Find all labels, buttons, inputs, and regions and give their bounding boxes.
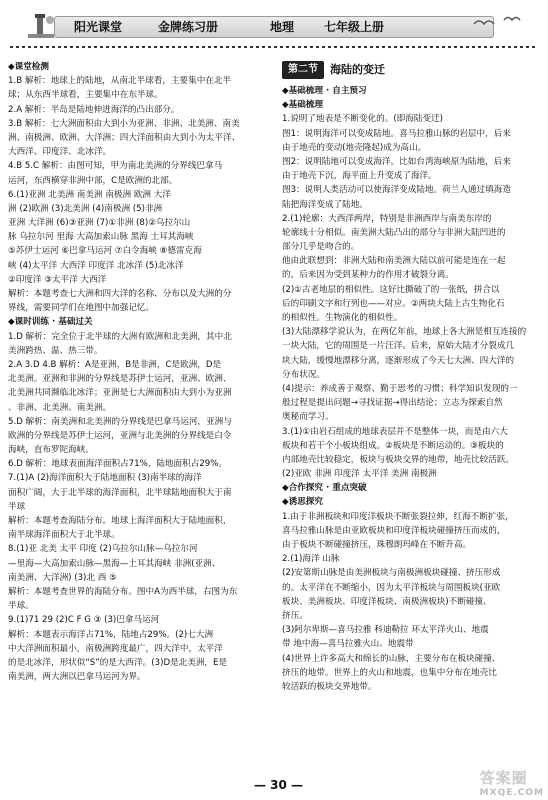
watermark-top: 答案圈	[479, 769, 528, 787]
text-line: 北美洲共同濒临北冰洋；亚洲是七大洲面积由大到小为亚洲	[8, 388, 232, 399]
text-line: 陆把海洋变成了陆地。	[282, 199, 368, 210]
lighthouse-logo-icon	[22, 10, 58, 40]
text-line: 的，后来因为受到某种力的作用才破裂分离。	[282, 270, 454, 281]
series-name: 金牌练习册	[158, 20, 219, 34]
text-line: (2)安第斯山脉是由美洲板块与南极洲板块碰撞、挤压形成	[282, 568, 501, 579]
text-line: 解析：本题表示海洋占71%，陆地占29%。(2)七大洲	[8, 629, 214, 640]
text-line: 4.B 5.C 解析：由图可知，甲为南北美洲的分界线巴拿马	[8, 161, 223, 172]
text-line: 由于板块不断碰撞挤压，珠穆朗玛峰在不断升高。	[282, 540, 472, 550]
text-line: 2.A 解析：半岛是陆地伸进海洋的凸出部分。	[8, 104, 180, 115]
birds-decoration-icon	[464, 12, 534, 32]
text-line: 奥秘而学习。	[282, 412, 334, 423]
text-line: 挤压的地带。世界上的火山和地震，也集中分布在地壳比	[282, 667, 497, 678]
text-line: 2.A 3.D 4.B 解析：A是亚洲，B是非洲，C是欧洲，D是	[8, 359, 222, 370]
grade-name: 七年级上册	[324, 20, 385, 34]
text-line: 6.D 解析：地球表面海洋面积占71%，陆地面积占29%。	[8, 459, 228, 470]
text-line: (4)世界上许多高大和绵长的山脉，主要分布在板块碰撞、	[282, 653, 501, 664]
text-line: (2)①古老地层的相似性。这好比撕破了的一张纸，拼合以	[282, 284, 500, 295]
text-line: (2)亚欧 非洲 印度洋 太平洋 美洲 南极洲	[282, 469, 437, 480]
brand-name: 阳光课堂	[74, 20, 123, 34]
header	[10, 6, 538, 52]
text-line: 欧洲的分界线是苏伊士运河，亚洲与北美洲的分界线是白令	[8, 430, 232, 441]
text-line: 面积广阔，大于北半球的海洋面积，北半球陆地面积大于南	[8, 487, 232, 498]
text-line: 的。太平洋在不断缩小，因为太平洋板块与周围板块(亚欧	[282, 582, 501, 593]
header-banner	[54, 16, 494, 38]
text-line: 南半球海洋面积大于北半球。	[8, 530, 120, 541]
text-line: 运河，东西横穿非洲中部，C是欧洲的北部。	[8, 175, 178, 186]
text-line: 带 地中海—喜马拉雅火山、地震带	[282, 639, 414, 650]
text-line: 挤压。	[282, 610, 308, 621]
lesson-title: 海陆的变迁	[330, 62, 385, 76]
section-heading: ◆基础梳理 · 自主预习	[282, 86, 367, 96]
text-line: ②印度洋 ③太平洋 大西洋	[8, 274, 107, 285]
text-line: 轮廓线十分相似。南美洲大陆凸出的部分与非洲大陆凹进的	[282, 227, 506, 238]
text-line: 解析：本题考查海陆分布。地球上海洋面积大于陆地面积，	[8, 516, 232, 526]
text-line: 由于地壳下沉，海平面上升变成了海洋。	[282, 171, 437, 182]
text-line: 解析：本题考查七大洲和四大洋的名称、分布以及大洲的分	[8, 289, 232, 299]
text-line: 洲 (2)欧洲 (3)北美洲 (4)南极洲 (5)非洲	[8, 203, 163, 214]
text-line: 部分几乎是吻合的。	[282, 242, 360, 253]
text-line: 5.D 解析：南美洲和北美洲的分界线是巴拿马运河，亚洲与	[8, 416, 232, 427]
text-line: 半球	[8, 501, 26, 512]
text-line: 后的印刷文字和行列也——对应。②两块大陆上古生物化石	[282, 298, 505, 309]
text-line: 、非洲、北美洲、南美洲。	[8, 402, 112, 413]
text-line: 峡 (4)太平洋 大西洋 印度洋 北冰洋 (5)北冰洋	[8, 260, 184, 271]
text-line: ⑤苏伊士运河 ⑥巴拿马运河 ⑦白令海峡 ⑧德雷克海	[8, 246, 202, 257]
text-line: 南美洲，两大洲以巴拿马运河为界。	[8, 672, 146, 683]
lesson-header	[282, 60, 538, 80]
text-line: 半球。	[8, 601, 34, 612]
text-line: 亚洲 大洋洲 (6)③亚洲 (7)①非洲 (8)②乌拉尔山	[8, 218, 191, 229]
text-line: 洲、南极洲、欧洲、大洋洲；四大洋面积由大到小为太平洋、	[8, 132, 241, 143]
text-line: 图2：说明陆地可以变成海洋。比如台湾海峡原为陆地，后来	[282, 156, 511, 167]
text-line: (4)提示：养成善于观察、勤于思考的习惯；科学知识发现的一	[282, 383, 518, 394]
answer-block-2	[8, 330, 262, 685]
text-line: (3)阿尔卑斯—喜马拉雅 科迪勒拉 环太平洋火山、地震	[282, 625, 489, 636]
text-line: 3.B 解析：七大洲面积由大到小为亚洲、非洲、北美洲、南美	[8, 118, 240, 129]
text-line: 7.(1)A (2)海洋面积大于陆地面积 (3)南半球的海洋	[8, 473, 202, 484]
header-divider	[10, 46, 538, 48]
text-line: 2.(1)海洋 山脉	[282, 554, 340, 565]
text-line: 1.B 解析：地球上的陆地，从南北半球看，主要集中在北半	[8, 76, 232, 87]
page-number: — 30 —	[254, 778, 304, 792]
text-line: 9.(1)71 29 (2)C F G ③ (3)巴拿马运河	[8, 615, 160, 626]
text-line: (3)大陆漂移学说认为，在两亿年前，地球上各大洲是相互连接的	[282, 327, 527, 338]
text-line: 板块、美洲板块、印度洋板块、南极洲板块)不断碰撞、	[282, 596, 492, 607]
text-line: 2.(1)轮廓：大西洋两岸，特别是非洲西岸与南美东岸的	[282, 213, 492, 224]
answer-block-1	[8, 74, 262, 315]
text-line: 1.D 解析：完全位于北半球的大洲有欧洲和北美洲，其中北	[8, 331, 232, 342]
text-line: 图1：说明海洋可以变成陆地。喜马拉雅山脉的岩层中，后来	[282, 128, 511, 139]
text-line: 6.(1)亚洲 北美洲 南美洲 南极洲 欧洲 大洋	[8, 189, 171, 200]
text-line: 一块大陆，它的周围是一片汪洋。后来，原始大陆才分裂成几	[282, 341, 515, 352]
text-line: 块大陆，缓慢地漂移分离，逐渐形成了今天七大洲、四大洋的	[282, 355, 515, 366]
section-heading: ◆课堂检测	[8, 62, 49, 72]
text-line: 球；从东西半球看，主要集中在东半球。	[8, 90, 163, 101]
text-line: 图3：说明人类活动可以使海洋变成陆地。荷兰人通过填海造	[282, 185, 511, 196]
text-line: 南美洲、大洋洲) (3)北 西 ⑤	[8, 572, 117, 583]
right-column	[282, 60, 538, 694]
lesson-tag: 第二节	[282, 61, 324, 79]
text-line: 1.说明了地表是不断变化的。(即海陆变迁)	[282, 114, 443, 125]
watermark-logo	[480, 767, 544, 798]
left-column	[8, 60, 262, 684]
text-line: 喜马拉雅山脉是由亚欧板块和印度洋板块碰撞挤压而成的，	[282, 525, 506, 536]
text-line: 界线，需要同学们在地图中加强记忆。	[8, 303, 155, 314]
answer-block-3	[282, 112, 538, 481]
text-line: 解析：本题考查世界的海陆分布。图中A为西半球，右图为东	[8, 586, 238, 597]
text-line: 较活跃的板块交界地带。	[282, 681, 377, 692]
watermark-bottom: MXQE.COM	[479, 788, 544, 798]
sub-heading: ◆诱思探究	[282, 497, 323, 508]
section-heading: ◆课时训练 · 基础过关	[8, 317, 93, 328]
text-line: 中大洋洲面积最小，南极洲跨度最广，四大洋中，太平洋	[8, 643, 223, 654]
text-line: —里海—大高加索山脉—黑海—土耳其海峡 非洲(亚洲、	[8, 558, 221, 569]
text-line: 美洲跨热、温、热三带。	[8, 345, 103, 356]
answer-block-4	[282, 510, 538, 694]
text-line: 由于地壳的变动(地壳隆起)成为高山。	[282, 142, 427, 153]
text-line: 北美洲。亚洲和非洲的分界线是苏伊士运河，亚洲、欧洲、	[8, 374, 232, 385]
text-line: 的是北冰洋，形状似“S”的是大西洋。(3)D是北美洲，E是	[8, 657, 228, 668]
text-line: 内部地壳比较稳定，板块与板块交界的地带，地壳比较活跃。	[282, 454, 515, 465]
sub-heading: ◆基础梳理	[282, 100, 323, 111]
subject-name: 地理	[270, 20, 295, 34]
text-line: 的相似性。生物演化的相似性。	[282, 313, 403, 323]
text-line: 海峡，直布罗陀海峡。	[8, 445, 94, 456]
text-line: 3.(1)①由岩石组成的地球表层并不是整体一块，而是由六大	[282, 426, 508, 437]
text-line: 他由此联想到：非洲大陆和南美洲大陆以前可能是连在一起	[282, 256, 506, 267]
text-line: 大西洋、印度洋、北冰洋。	[8, 147, 112, 158]
section-heading: ◆合作探究 · 重点突破	[282, 483, 367, 494]
text-line: 分布状况。	[282, 369, 325, 380]
text-line: 板块和若干个小板块组成。②板块是不断运动的。③板块的	[282, 440, 504, 451]
text-line: 1.由于非洲板块和印度洋板块不断张裂拉伸，红海不断扩张，	[282, 511, 514, 522]
text-line: 8.(1)亚 北美 太平 印度 (2)乌拉尔山脉—乌拉尔河	[8, 544, 198, 555]
text-line: 般过程是提出问题→寻找证据→得出结论；立志为探索自然	[282, 398, 503, 409]
text-line: 脉 乌拉尔河 里海 大高加索山脉 黑海 土耳其海峡	[8, 232, 194, 243]
